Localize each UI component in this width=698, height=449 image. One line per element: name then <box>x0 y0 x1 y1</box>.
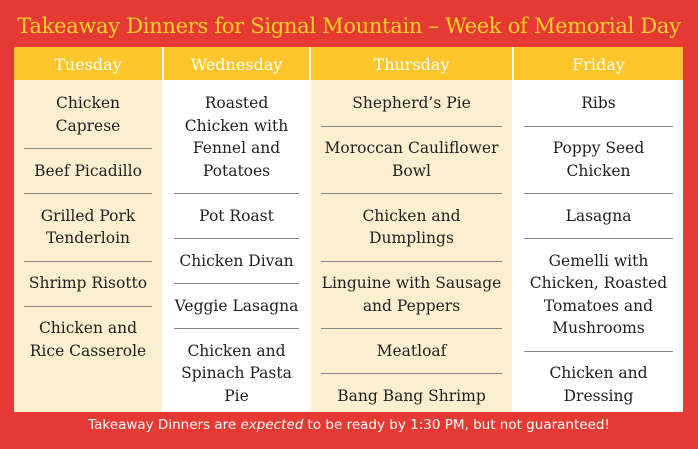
column-body <box>311 80 512 412</box>
menu-item-line: Bang Bang Shrimp <box>337 386 486 405</box>
menu-item-line: Caprese <box>55 116 121 135</box>
day-header: Friday <box>514 47 683 80</box>
menu-item <box>311 205 512 250</box>
menu-item <box>311 340 512 363</box>
item-divider <box>24 148 152 149</box>
menu-item <box>311 137 512 182</box>
item-divider <box>524 193 673 194</box>
item-divider <box>524 126 673 127</box>
menu-item-line: Chicken <box>566 161 631 180</box>
column-tuesday <box>14 47 162 412</box>
menu-item <box>514 92 683 115</box>
menu-item-line: Chicken Divan <box>179 251 294 270</box>
menu-item <box>311 272 512 317</box>
menu-grid <box>14 47 683 412</box>
menu-item-line: Shepherd’s Pie <box>352 94 471 112</box>
item-divider <box>321 328 502 329</box>
footer-text-before: Takeaway Dinners are <box>88 417 241 433</box>
day-header: Thursday <box>311 47 512 80</box>
menu-item-line: Beef Picadillo <box>34 161 142 180</box>
menu-item-line: Roasted <box>204 94 269 112</box>
menu-item <box>514 137 683 182</box>
footer-note <box>0 414 698 436</box>
menu-item-line: Gemelli with <box>548 251 649 270</box>
column-body <box>14 80 162 412</box>
menu-item-line: Chicken, Roasted <box>529 274 668 292</box>
menu-item <box>311 385 512 408</box>
menu-item-line: Ribs <box>581 94 616 112</box>
footer-text-after: to be ready by 1:30 PM, but not guaranteed! <box>303 417 610 433</box>
item-divider <box>174 283 299 284</box>
menu-item-line: Veggie Lasagna <box>174 296 299 315</box>
menu-item <box>164 250 309 273</box>
column-friday <box>514 47 683 412</box>
menu-item <box>164 340 309 408</box>
menu-item-line: Shrimp Risotto <box>28 274 148 292</box>
menu-item <box>14 317 162 362</box>
item-divider <box>524 238 673 239</box>
item-divider <box>24 306 152 307</box>
menu-item-line: Chicken and <box>187 341 286 360</box>
menu-item <box>14 92 162 137</box>
menu-item-line: and Peppers <box>362 296 461 315</box>
menu-item-line: Dressing <box>563 386 634 405</box>
menu-item-line: Potatoes <box>202 161 271 180</box>
menu-item-line: Lasagna <box>565 206 632 225</box>
column-body <box>514 80 683 412</box>
menu-item <box>14 205 162 250</box>
menu-item <box>14 272 162 295</box>
menu-item-line: Moroccan Cauliflower <box>324 139 499 157</box>
item-divider <box>321 193 502 194</box>
item-divider <box>174 193 299 194</box>
menu-item-line: Dumplings <box>369 229 454 247</box>
menu-item <box>14 160 162 183</box>
page-title: Takeaway Dinners for Signal Mountain – Week of Memorial Day <box>17 14 681 38</box>
day-header: Tuesday <box>14 47 162 80</box>
menu-item <box>311 92 512 115</box>
menu-item-line: Spinach Pasta <box>181 364 292 382</box>
menu-item-line: Rice Casserole <box>29 341 147 360</box>
menu-item-line: Grilled Pork <box>40 206 136 225</box>
column-wednesday <box>164 47 309 412</box>
menu-item <box>164 295 309 318</box>
item-divider <box>24 193 152 194</box>
item-divider <box>174 238 299 239</box>
menu-item-line: Meatloaf <box>376 341 447 360</box>
menu-item-line: Pie <box>224 386 249 405</box>
menu-item <box>164 92 309 182</box>
menu-item <box>164 205 309 228</box>
column-thursday <box>311 47 512 412</box>
column-body <box>164 80 309 412</box>
item-divider <box>524 351 673 352</box>
menu-item-line: Mushrooms <box>552 319 645 337</box>
menu-item <box>514 205 683 228</box>
menu-item <box>514 362 683 407</box>
item-divider <box>321 261 502 262</box>
item-divider <box>24 261 152 262</box>
menu-item-line: Chicken and <box>362 206 461 225</box>
menu-item-line: Fennel and <box>192 139 281 157</box>
menu-item-line: Bowl <box>392 161 431 180</box>
footer-emphasis: expected <box>240 417 304 433</box>
menu-item-line: Chicken <box>55 94 121 112</box>
day-header: Wednesday <box>164 47 309 80</box>
item-divider <box>321 126 502 127</box>
item-divider <box>321 373 502 374</box>
menu-item-line: Pot Roast <box>199 206 274 225</box>
menu-item-line: Tenderloin <box>45 229 131 247</box>
menu-item-line: Tomatoes and <box>543 296 654 315</box>
menu-item-line: Chicken with <box>184 116 289 135</box>
menu-item-line: Linguine with Sausage <box>321 274 502 292</box>
menu-item-line: Chicken and <box>549 364 648 382</box>
menu-item-line: Chicken and <box>38 319 138 337</box>
item-divider <box>174 328 299 329</box>
menu-item <box>514 250 683 340</box>
menu-item-line: Poppy Seed <box>552 139 645 157</box>
